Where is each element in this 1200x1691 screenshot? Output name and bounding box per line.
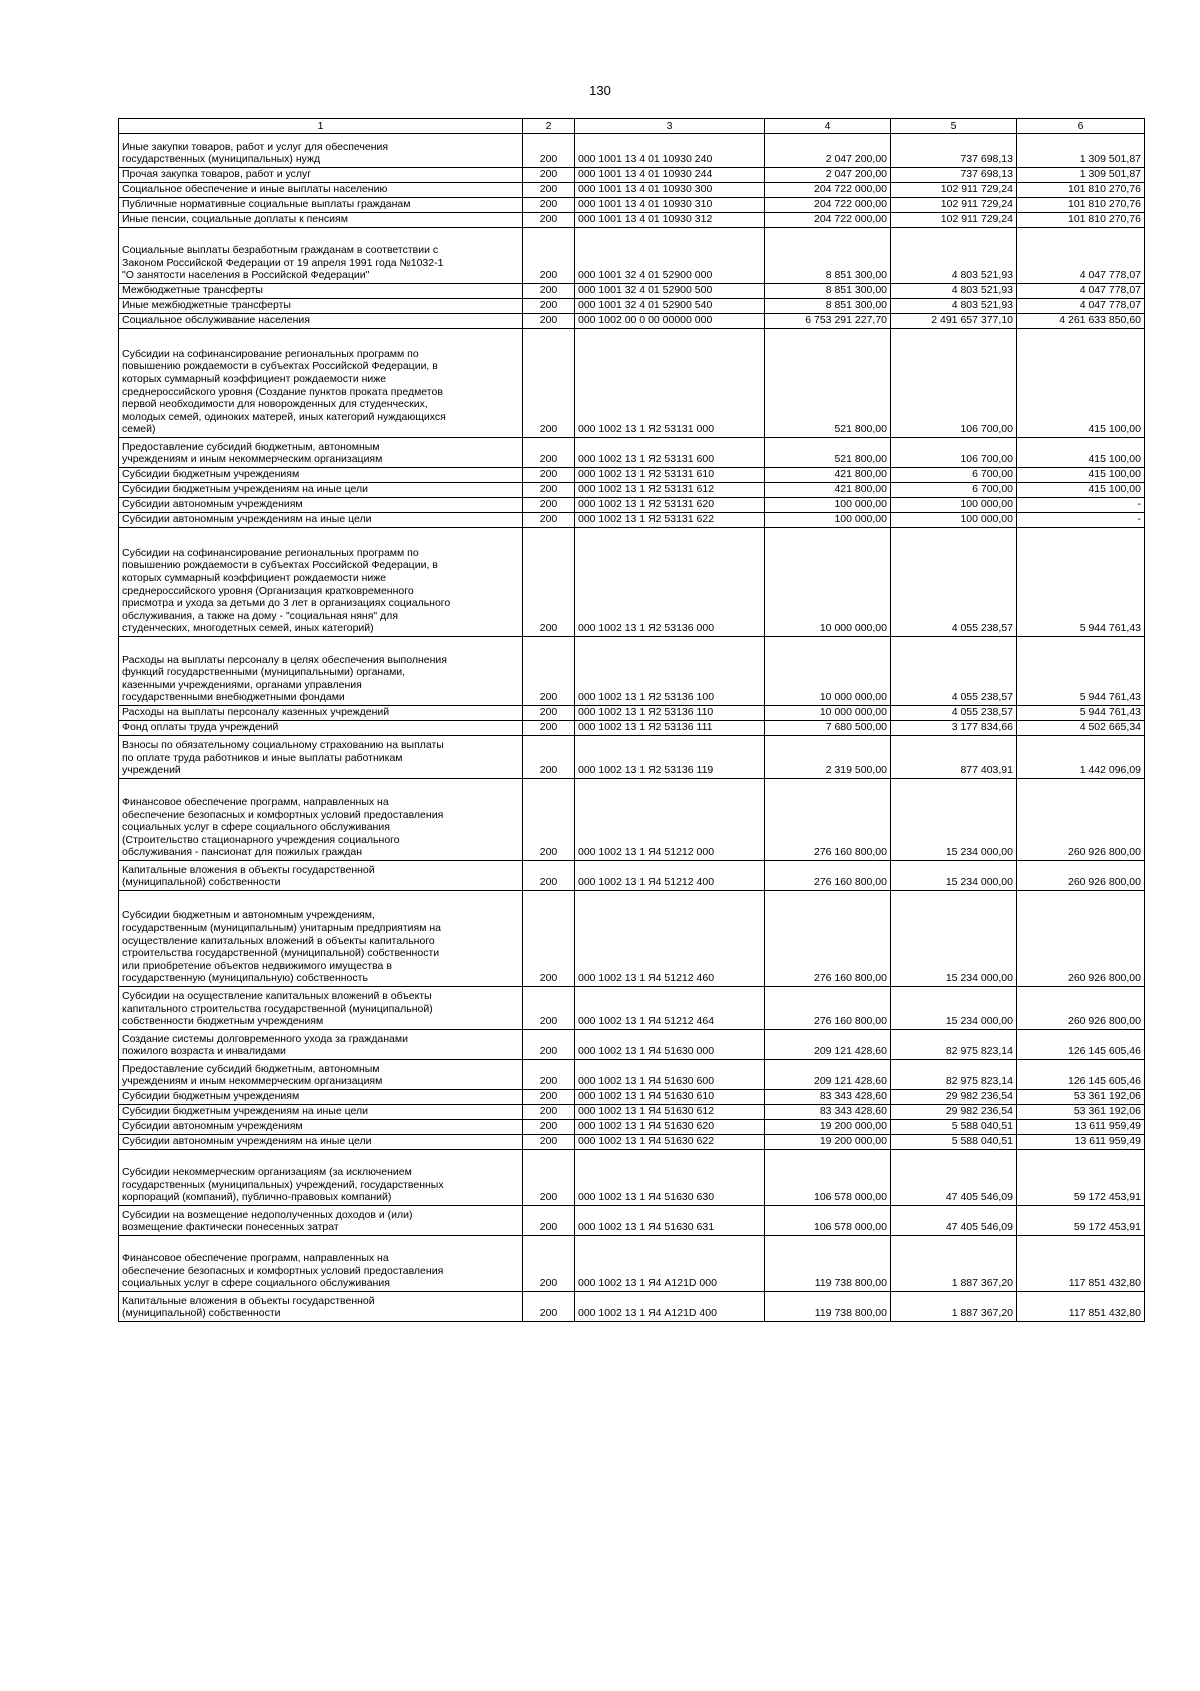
cell-classification-code: 000 1002 13 1 Я2 53131 612 [575,483,765,498]
table-row [119,779,1145,861]
cell-approved-amount: 83 343 428,60 [765,1105,891,1120]
row-name-text: Субсидии автономным учреждениям [122,1120,303,1133]
cell-name [119,438,523,468]
cell-unexecuted-amount: 260 926 800,00 [1017,987,1145,1030]
table-row [119,1150,1145,1206]
cell-classification-code: 000 1001 13 4 01 10930 300 [575,183,765,198]
table-row [119,1236,1145,1292]
cell-executed-amount: 4 055 238,57 [891,706,1017,721]
column-header-3: 3 [575,119,765,134]
table-row [119,528,1145,637]
table-row [119,213,1145,228]
row-name-text: Субсидии автономным учреждениям [122,498,303,511]
cell-classification-code: 000 1002 13 1 Я4 51630 612 [575,1105,765,1120]
row-name-text: Расходы на выплаты персоналу в целях обеспечения выполнения функций государственными (муниципальными) органами, казенными учреждениями, органами управления государственными внебюджетными фондами [122,653,447,704]
cell-classification-code: 000 1002 13 1 Я2 53131 000 [575,329,765,438]
row-name-text: Иные закупки товаров, работ и услуг для обеспечения государственных (муниципальных) нужд [122,140,389,166]
cell-executed-amount: 15 234 000,00 [891,779,1017,861]
cell-line-code: 200 [523,513,575,528]
cell-executed-amount: 82 975 823,14 [891,1030,1017,1060]
row-name-text: Субсидии бюджетным учреждениям на иные цели [122,483,368,496]
cell-approved-amount: 83 343 428,60 [765,1090,891,1105]
cell-unexecuted-amount: - [1017,513,1145,528]
cell-unexecuted-amount: 4 047 778,07 [1017,299,1145,314]
cell-classification-code: 000 1002 13 1 Я2 53136 110 [575,706,765,721]
row-name-text: Субсидии на осуществление капитальных вложений в объекты капитального строительства государственной (муниципальной) собственности бюджетным учреждениям [122,990,433,1028]
table-row [119,314,1145,329]
cell-executed-amount: 102 911 729,24 [891,213,1017,228]
cell-executed-amount: 2 491 657 377,10 [891,314,1017,329]
cell-name [119,1135,523,1150]
cell-unexecuted-amount: 101 810 270,76 [1017,183,1145,198]
cell-name [119,1292,523,1322]
cell-classification-code: 000 1001 32 4 01 52900 500 [575,284,765,299]
cell-unexecuted-amount: 415 100,00 [1017,468,1145,483]
cell-classification-code: 000 1002 13 1 Я2 53131 600 [575,438,765,468]
column-header-1: 1 [119,119,523,134]
cell-classification-code: 000 1002 13 1 Я4 51630 622 [575,1135,765,1150]
cell-line-code: 200 [523,1060,575,1090]
cell-line-code: 200 [523,483,575,498]
cell-line-code: 200 [523,736,575,779]
cell-executed-amount: 5 588 040,51 [891,1120,1017,1135]
cell-approved-amount: 106 578 000,00 [765,1150,891,1206]
cell-approved-amount: 276 160 800,00 [765,861,891,891]
cell-name [119,861,523,891]
table-row [119,1060,1145,1090]
cell-name [119,706,523,721]
row-name-text: Субсидии бюджетным учреждениям [122,468,300,481]
cell-approved-amount: 6 753 291 227,70 [765,314,891,329]
cell-line-code: 200 [523,183,575,198]
table-row [119,284,1145,299]
cell-line-code: 200 [523,134,575,168]
cell-approved-amount: 10 000 000,00 [765,528,891,637]
cell-line-code: 200 [523,1206,575,1236]
cell-line-code: 200 [523,468,575,483]
cell-classification-code: 000 1002 13 1 Я4 51212 464 [575,987,765,1030]
cell-line-code: 200 [523,637,575,706]
table-row [119,1120,1145,1135]
cell-line-code: 200 [523,706,575,721]
cell-line-code: 200 [523,498,575,513]
cell-unexecuted-amount: 415 100,00 [1017,438,1145,468]
cell-classification-code: 000 1002 13 1 Я2 53131 610 [575,468,765,483]
cell-line-code: 200 [523,1090,575,1105]
cell-name [119,513,523,528]
cell-approved-amount: 204 722 000,00 [765,213,891,228]
cell-unexecuted-amount: 126 145 605,46 [1017,1030,1145,1060]
cell-executed-amount: 6 700,00 [891,483,1017,498]
row-name-text: Создание системы долговременного ухода за гражданами пожилого возраста и инвалидами [122,1032,408,1058]
cell-approved-amount: 7 680 500,00 [765,721,891,736]
row-name-text: Предоставление субсидий бюджетным, автономным учреждениям и иным некоммерческим организациям [122,440,383,466]
cell-unexecuted-amount: 117 851 432,80 [1017,1292,1145,1322]
cell-executed-amount: 737 698,13 [891,168,1017,183]
cell-classification-code: 000 1002 00 0 00 00000 000 [575,314,765,329]
cell-line-code: 200 [523,198,575,213]
row-name-text: Публичные нормативные социальные выплаты гражданам [122,198,411,211]
cell-unexecuted-amount: 13 611 959,49 [1017,1120,1145,1135]
cell-classification-code: 000 1001 13 4 01 10930 310 [575,198,765,213]
cell-name [119,637,523,706]
cell-executed-amount: 5 588 040,51 [891,1135,1017,1150]
cell-approved-amount: 2 319 500,00 [765,736,891,779]
cell-approved-amount: 276 160 800,00 [765,779,891,861]
cell-unexecuted-amount: 1 442 096,09 [1017,736,1145,779]
row-name-text: Социальное обеспечение и иные выплаты населению [122,183,388,196]
row-name-text: Иные межбюджетные трансферты [122,299,291,312]
cell-approved-amount: 100 000,00 [765,498,891,513]
cell-executed-amount: 102 911 729,24 [891,198,1017,213]
cell-executed-amount: 29 982 236,54 [891,1090,1017,1105]
row-name-text: Финансовое обеспечение программ, направленных на обеспечение безопасных и комфортных условий предоставления социальных услуг в сфере социального обслуживания [122,1252,444,1290]
cell-name [119,1150,523,1206]
table-row [119,1135,1145,1150]
cell-classification-code: 000 1002 13 1 Я4 А121D 000 [575,1236,765,1292]
cell-line-code: 200 [523,228,575,284]
cell-executed-amount: 29 982 236,54 [891,1105,1017,1120]
cell-line-code: 200 [523,987,575,1030]
cell-executed-amount: 100 000,00 [891,513,1017,528]
cell-approved-amount: 209 121 428,60 [765,1030,891,1060]
cell-unexecuted-amount: 415 100,00 [1017,329,1145,438]
table-row [119,468,1145,483]
cell-classification-code: 000 1001 13 4 01 10930 244 [575,168,765,183]
cell-name [119,284,523,299]
cell-unexecuted-amount: 53 361 192,06 [1017,1090,1145,1105]
cell-name [119,1030,523,1060]
cell-name [119,228,523,284]
cell-classification-code: 000 1002 13 1 Я2 53131 622 [575,513,765,528]
cell-executed-amount: 47 405 546,09 [891,1150,1017,1206]
row-name-text: Капитальные вложения в объекты государственной (муниципальной) собственности [122,1294,375,1320]
cell-executed-amount: 4 803 521,93 [891,299,1017,314]
cell-unexecuted-amount: 101 810 270,76 [1017,198,1145,213]
cell-name [119,134,523,168]
cell-unexecuted-amount: 101 810 270,76 [1017,213,1145,228]
cell-classification-code: 000 1002 13 1 Я4 51212 460 [575,891,765,987]
cell-line-code: 200 [523,438,575,468]
cell-line-code: 200 [523,168,575,183]
cell-executed-amount: 106 700,00 [891,438,1017,468]
cell-approved-amount: 10 000 000,00 [765,637,891,706]
row-name-text: Субсидии на софинансирование региональных программ по повышению рождаемости в субъектах Российской Федерации, в которых суммарный коэффициент рождаемости ниже среднероссийского уровня (Организация кратковременного присмотра и ухода за детьми до 3 лет в организациях социального обслуживания, а также на дому - "социальная няня" для студенческих, многодетных семей, иных категорий) [122,546,451,635]
cell-executed-amount: 4 803 521,93 [891,284,1017,299]
cell-line-code: 200 [523,779,575,861]
cell-executed-amount: 4 803 521,93 [891,228,1017,284]
cell-name [119,987,523,1030]
cell-unexecuted-amount: 4 047 778,07 [1017,228,1145,284]
cell-unexecuted-amount: 260 926 800,00 [1017,891,1145,987]
cell-line-code: 200 [523,861,575,891]
cell-name [119,779,523,861]
cell-name [119,168,523,183]
table-row [119,721,1145,736]
cell-unexecuted-amount: 5 944 761,43 [1017,637,1145,706]
cell-unexecuted-amount: 4 502 665,34 [1017,721,1145,736]
cell-unexecuted-amount: 260 926 800,00 [1017,779,1145,861]
column-header-4: 4 [765,119,891,134]
cell-executed-amount: 15 234 000,00 [891,987,1017,1030]
column-header-5: 5 [891,119,1017,134]
cell-approved-amount: 204 722 000,00 [765,183,891,198]
cell-name [119,528,523,637]
cell-approved-amount: 8 851 300,00 [765,299,891,314]
cell-unexecuted-amount: 415 100,00 [1017,483,1145,498]
cell-line-code: 200 [523,1105,575,1120]
cell-approved-amount: 521 800,00 [765,438,891,468]
row-name-text: Субсидии автономным учреждениям на иные цели [122,1135,372,1148]
cell-unexecuted-amount: 1 309 501,87 [1017,134,1145,168]
cell-name [119,314,523,329]
row-name-text: Субсидии некоммерческим организациям (за исключением государственных (муниципальных) учреждений, государственных корпораций (компаний), публично-правовых компаний) [122,1166,444,1204]
cell-approved-amount: 421 800,00 [765,483,891,498]
cell-executed-amount: 82 975 823,14 [891,1060,1017,1090]
cell-executed-amount: 47 405 546,09 [891,1206,1017,1236]
cell-classification-code: 000 1002 13 1 Я4 51630 000 [575,1030,765,1060]
cell-classification-code: 000 1002 13 1 Я2 53131 620 [575,498,765,513]
cell-executed-amount: 3 177 834,66 [891,721,1017,736]
row-name-text: Социальное обслуживание населения [122,314,310,327]
cell-line-code: 200 [523,284,575,299]
cell-line-code: 200 [523,1030,575,1060]
table-row [119,198,1145,213]
table-row [119,228,1145,284]
cell-classification-code: 000 1002 13 1 Я4 51212 400 [575,861,765,891]
cell-executed-amount: 1 887 367,20 [891,1236,1017,1292]
table-row [119,513,1145,528]
table-row [119,1090,1145,1105]
cell-approved-amount: 8 851 300,00 [765,228,891,284]
cell-classification-code: 000 1002 13 1 Я4 51212 000 [575,779,765,861]
row-name-text: Фонд оплаты труда учреждений [122,721,279,734]
cell-classification-code: 000 1001 13 4 01 10930 240 [575,134,765,168]
row-name-text: Предоставление субсидий бюджетным, автономным учреждениям и иным некоммерческим организациям [122,1062,383,1088]
cell-line-code: 200 [523,528,575,637]
cell-executed-amount: 6 700,00 [891,468,1017,483]
row-name-text: Расходы на выплаты персоналу казенных учреждений [122,706,390,719]
row-name-text: Субсидии бюджетным и автономным учреждениям, государственным (муниципальным) унитарным предприятиям на осуществление капитальных вложений в объекты капитального строительства государственной (муниципальной) собственности или приобретение объектов недвижимого имущества в государственную (муниципальную) собственность [122,909,441,985]
cell-executed-amount: 100 000,00 [891,498,1017,513]
cell-classification-code: 000 1002 13 1 Я4 А121D 400 [575,1292,765,1322]
cell-name [119,483,523,498]
column-header-6: 6 [1017,119,1145,134]
cell-classification-code: 000 1002 13 1 Я2 53136 119 [575,736,765,779]
cell-name [119,1206,523,1236]
cell-approved-amount: 2 047 200,00 [765,134,891,168]
cell-name [119,498,523,513]
row-name-text: Субсидии бюджетным учреждениям на иные цели [122,1105,368,1118]
cell-name [119,1120,523,1135]
cell-approved-amount: 204 722 000,00 [765,198,891,213]
cell-classification-code: 000 1002 13 1 Я4 51630 620 [575,1120,765,1135]
table-row [119,706,1145,721]
cell-name [119,1105,523,1120]
cell-line-code: 200 [523,891,575,987]
cell-approved-amount: 119 738 800,00 [765,1292,891,1322]
cell-classification-code: 000 1002 13 1 Я2 53136 100 [575,637,765,706]
cell-unexecuted-amount: 53 361 192,06 [1017,1105,1145,1120]
row-name-text: Субсидии на софинансирование региональных программ по повышению рождаемости в субъектах Российской Федерации, в которых суммарный коэффициент рождаемости ниже среднероссийского уровня (Создание пунктов проката предметов первой необходимости для новорожденных для студенческих, молодых семей, одиноких матерей, иных категорий нуждающихся семей) [122,347,446,436]
cell-name [119,736,523,779]
cell-classification-code: 000 1002 13 1 Я2 53136 000 [575,528,765,637]
cell-unexecuted-amount: 5 944 761,43 [1017,706,1145,721]
budget-execution-table [118,118,1145,1322]
row-name-text: Взносы по обязательному социальному страхованию на выплаты по оплате труда работников и иные выплаты работникам учреждений [122,739,444,777]
table-row [119,183,1145,198]
cell-unexecuted-amount: 13 611 959,49 [1017,1135,1145,1150]
row-name-text: Иные пенсии, социальные доплаты к пенсиям [122,213,348,226]
cell-approved-amount: 100 000,00 [765,513,891,528]
row-name-text: Субсидии на возмещение недополученных доходов и (или) возмещение фактически понесенных затрат [122,1208,413,1234]
row-name-text: Социальные выплаты безработным гражданам в соответствии с Законом Российской Федерации от 19 апреля 1991 года №1032-1 "О занятости населения в Российской Федерации" [122,244,444,282]
cell-approved-amount: 19 200 000,00 [765,1135,891,1150]
cell-line-code: 200 [523,1236,575,1292]
cell-unexecuted-amount: 59 172 453,91 [1017,1206,1145,1236]
cell-approved-amount: 276 160 800,00 [765,891,891,987]
cell-line-code: 200 [523,721,575,736]
table-row [119,1030,1145,1060]
cell-unexecuted-amount: 260 926 800,00 [1017,861,1145,891]
cell-executed-amount: 102 911 729,24 [891,183,1017,198]
cell-unexecuted-amount: 126 145 605,46 [1017,1060,1145,1090]
column-number-header [119,119,1145,134]
table-row [119,134,1145,168]
cell-classification-code: 000 1002 13 1 Я4 51630 630 [575,1150,765,1206]
cell-unexecuted-amount: 59 172 453,91 [1017,1150,1145,1206]
cell-approved-amount: 8 851 300,00 [765,284,891,299]
table-row [119,498,1145,513]
cell-classification-code: 000 1001 32 4 01 52900 540 [575,299,765,314]
cell-executed-amount: 4 055 238,57 [891,528,1017,637]
row-name-text: Межбюджетные трансферты [122,284,263,297]
cell-classification-code: 000 1002 13 1 Я2 53136 111 [575,721,765,736]
cell-line-code: 200 [523,1120,575,1135]
table-row [119,891,1145,987]
cell-name [119,299,523,314]
cell-classification-code: 000 1002 13 1 Я4 51630 631 [575,1206,765,1236]
cell-executed-amount: 877 403,91 [891,736,1017,779]
cell-line-code: 200 [523,329,575,438]
cell-unexecuted-amount: 5 944 761,43 [1017,528,1145,637]
cell-name [119,1090,523,1105]
row-name-text: Субсидии автономным учреждениям на иные цели [122,513,372,526]
cell-name [119,198,523,213]
cell-executed-amount: 737 698,13 [891,134,1017,168]
table-row [119,736,1145,779]
cell-approved-amount: 119 738 800,00 [765,1236,891,1292]
row-name-text: Финансовое обеспечение программ, направленных на обеспечение безопасных и комфортных условий предоставления социальных услуг в сфере социального обслуживания (Строительство стационарного учреждения социального обслуживания - пансионат для пожилых граждан [122,796,444,859]
cell-executed-amount: 15 234 000,00 [891,891,1017,987]
cell-approved-amount: 521 800,00 [765,329,891,438]
cell-unexecuted-amount: 4 047 778,07 [1017,284,1145,299]
cell-approved-amount: 276 160 800,00 [765,987,891,1030]
cell-approved-amount: 10 000 000,00 [765,706,891,721]
cell-line-code: 200 [523,1135,575,1150]
cell-name [119,1060,523,1090]
cell-line-code: 200 [523,299,575,314]
cell-name [119,213,523,228]
cell-line-code: 200 [523,1150,575,1206]
table-row [119,438,1145,468]
table-row [119,1206,1145,1236]
cell-classification-code: 000 1001 32 4 01 52900 000 [575,228,765,284]
cell-executed-amount: 15 234 000,00 [891,861,1017,891]
cell-classification-code: 000 1002 13 1 Я4 51630 610 [575,1090,765,1105]
cell-name [119,891,523,987]
row-name-text: Прочая закупка товаров, работ и услуг [122,168,312,181]
cell-approved-amount: 19 200 000,00 [765,1120,891,1135]
cell-approved-amount: 2 047 200,00 [765,168,891,183]
cell-unexecuted-amount: 1 309 501,87 [1017,168,1145,183]
cell-line-code: 200 [523,213,575,228]
cell-executed-amount: 4 055 238,57 [891,637,1017,706]
table-row [119,1105,1145,1120]
table-row [119,1292,1145,1322]
cell-line-code: 200 [523,314,575,329]
cell-executed-amount: 1 887 367,20 [891,1292,1017,1322]
table-row [119,637,1145,706]
cell-approved-amount: 421 800,00 [765,468,891,483]
table-row [119,329,1145,438]
table-row [119,168,1145,183]
cell-unexecuted-amount: 117 851 432,80 [1017,1236,1145,1292]
table-row [119,483,1145,498]
cell-name [119,468,523,483]
cell-name [119,1236,523,1292]
cell-unexecuted-amount: - [1017,498,1145,513]
cell-name [119,721,523,736]
cell-executed-amount: 106 700,00 [891,329,1017,438]
row-name-text: Субсидии бюджетным учреждениям [122,1090,300,1103]
cell-approved-amount: 106 578 000,00 [765,1206,891,1236]
cell-line-code: 200 [523,1292,575,1322]
cell-unexecuted-amount: 4 261 633 850,60 [1017,314,1145,329]
page-number: 130 [589,83,611,98]
column-header-2: 2 [523,119,575,134]
table-row [119,861,1145,891]
cell-classification-code: 000 1001 13 4 01 10930 312 [575,213,765,228]
cell-approved-amount: 209 121 428,60 [765,1060,891,1090]
table-row [119,987,1145,1030]
table-row [119,299,1145,314]
table-body [119,134,1145,1322]
row-name-text: Капитальные вложения в объекты государственной (муниципальной) собственности [122,863,375,889]
cell-name [119,183,523,198]
cell-name [119,329,523,438]
cell-classification-code: 000 1002 13 1 Я4 51630 600 [575,1060,765,1090]
